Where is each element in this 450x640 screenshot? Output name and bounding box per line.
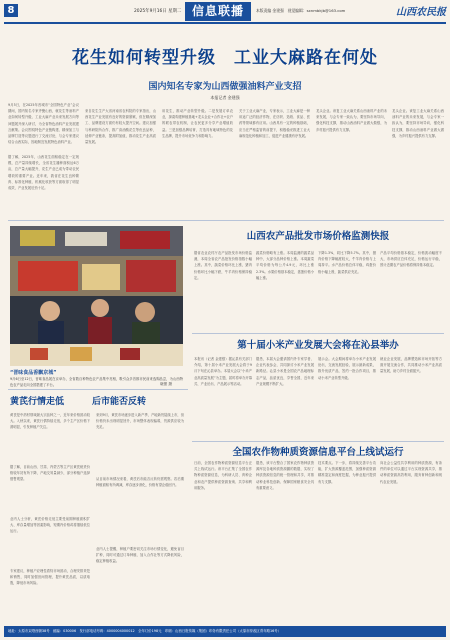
lead-column-3: 来自花生生产大省河南省农科院的专家指出，山西花生产业发展有良好的资源禀赋，但在精深加工、品牌建设方面仍有较大提升空间。建议加强与科研院所合作，推广高油酸花生等优良品种，延伸产业链条，提高附加值，推动花生产业高质量发展。 [85, 109, 156, 145]
millet-conference-title: 第十届小米产业发展大会将在沁县举办 [237, 340, 399, 351]
herb-article-body-4: 专家建议，种植户应理性看待市场波动，合理安排采挖和销售，同时加强田间管理，提升黄芪品质，以质取胜，降低市场风险。 [10, 569, 90, 586]
photo-caption-title: “晋味食品香飘京城” [10, 370, 57, 376]
header-rule [4, 22, 446, 24]
germplasm-platform-col-1: 日前，全国农作物种质资源信息平台正式上线试运行。该平台汇集了全国农作物种质资源信息，为科研人员、育种企业和农户提供种质资源查询、共享和利用服务。 [194, 461, 252, 490]
section-title: 信息联播 [191, 4, 244, 18]
herb-article-body-5: 来到9月，黄芪市场逐步进入新产季，产地新货陆续上市，但价格仍未出现明显回升，市场整体表现偏弱，货源供应较为充足。 [96, 413, 184, 430]
lead-byline: 本报记者 金建强 [210, 95, 240, 100]
lead-column-4: 用花生，推动产业转型升级。二是发展订单农业，探索构建种植基地+龙头企业+合作社+农户的联农带农机制，让农民更多分享产业增值收益。三是加强品牌培育，打造具有地域特色的花生品牌，提升市场竞争力和影响力。 [162, 109, 233, 138]
herb-article-body-6: 从目前市场情况来看，黄芪后市能否反转仍需观察。若后期种植面积有所调减，库存逐步消化，价格有望企稳回升。 [96, 477, 184, 488]
section-rule-1 [192, 333, 444, 334]
header-editors: 本版责编 金建强 视觉编辑：sxnmbkjb@163.com [256, 8, 346, 13]
lead-column-7: 龙头企业。该复工业大麻关系山西油料产业的未来发展，与会专家一致认为，要坚持市场导向，强化科技支撑，推动山西油料产业做大做强，为乡村振兴提供有力支撑。 [392, 109, 444, 138]
herb-article-body-3: 业内人士分析，黄芪价格走低主要受前期种植面积扩大、库存量增加等因素影响，短期内价格或将继续低位运行。 [10, 517, 90, 534]
lead-headline: 花生如何转型升级 工业大麻路在何处 [72, 48, 378, 68]
herb-article-title-1: 黄芪行情走低 [10, 397, 65, 407]
lead-column-6: 龙头企业。该复工业大麻关系山西油料产业的未来发展，与会专家一致认为，要坚持市场导向，强化科技支撑，推动山西油料产业做大做强，为乡村振兴提供有力支撑。 [316, 109, 387, 132]
germplasm-platform-title: 全国农作物种质资源信息平台上线试运行 [232, 447, 404, 458]
page-number: 8 [7, 5, 15, 16]
price-report-col-3: 下降1.3%，同比下降5.7%。其中，猪肉价格下降幅度较大，牛羊肉价格与上周持平。水产品价格总体平稳，鸡蛋价格小幅上涨，蔬菜供应充足。 [318, 251, 376, 274]
herb-article-body-7: 业内人士提醒，种植户要密切关注市场行情变化，避免盲目扩种，同时可通过订单种植、加入合作社等方式降低风险，稳定种植收益。 [96, 547, 184, 564]
millet-conference-col-2: 据悉，本届大会邀请国内外专家学者、企业代表参会，共同探讨小米产业发展新路径。沁县小米是全国农产品地理标志产品，品质优良，享誉全国，近年来产业规模不断扩大。 [256, 357, 314, 386]
herb-article-body-2: 据了解，目前山西、甘肃、内蒙古等主产区黄芪统货价格较年初有所下降，产地交易量减少，部分种植户选择惜售观望。 [10, 465, 90, 482]
section-rule-2 [192, 441, 444, 442]
photo-bottom-rule [8, 389, 188, 390]
lead-column-2: 据了解，2025年，山西花生面积稳定在一定规模，总产量持续增长，全省花生播种面积达6万亩，总产量大幅提升，花生产业已成为带动农民增收的重要产业。近年来，我省在花生良种繁育、标准化种植、机械化收获等方面取得了明显成效，产业发展后劲十足。 [8, 155, 79, 191]
market-photo-illustration [10, 226, 183, 366]
germplasm-platform-col-3: 技术要点。下一步，将持续完善平台功能，扩大资源覆盖范围，加强种质资源精准鉴定和深度挖掘，为种业振兴提供有力支撑。 [318, 461, 376, 484]
price-report-col-1: 据省农业农村厅农产品批发市场价格监测，本周全省农产品批发价格指数小幅上涨。其中，蔬菜价格环比上涨，猪肉价格环比小幅下跌，牛羊肉价格保持稳定。 [194, 251, 252, 280]
germplasm-platform-col-2: 据悉，该平台整合了国家农作物种质资源库及各地种质资源圃的数据，实现了种质资源信息的统一管理和共享，对推动种业科技创新、保障国家粮食安全具有重要意义。 [256, 461, 314, 490]
footer-text: 地址：太原市双塔西街38号 邮编：030006 发行部电话号码：4000004000012 全年订价198元 印刷：山西日报传媒（集团）印务有限责任公司（太原市综改区青年路16号） [8, 629, 282, 633]
price-report-col-4: 产品平均价格基本稳定，价格波动幅度不大，市场供应总体充足，价格运行平稳，预计近期农产品价格将保持基本稳定。 [380, 251, 442, 268]
lead-subtitle: 国内知名专家为山西做强油料产业支招 [148, 82, 302, 92]
germplasm-platform-col-4: 向社会公益性共享利用的种质资源，有条件的单位可以通过平台实现资源共享，推动种质资源高效利用，服务育种创新和现代农业发展。 [380, 461, 442, 484]
price-report-col-2: 蔬菜价格略有上涨。本周监测的蔬菜品种中，大部分品种价格上涨。本周蔬菜平均价格为每公斤4.9元，环比上涨2.3%。水果价格基本稳定，禽蛋价格小幅上涨。 [256, 251, 314, 280]
lead-column-1: 9月5日，在2025年晋城市“全国特色产业”会议期间，国内知名专家齐聚山西，就花生等油料产业如何转型升级、工业大麻产业未来发展方向等问题展开深入研讨，为全省特色油料产业发展建言献策。会议围绕特色产业链构建、精深加工与品牌打造等议题进行了交流讨论，与会专家建议结合山西实际，因地制宜发展特色油料产业。 [8, 103, 79, 145]
millet-conference-col-1: 本报讯（记者 金建强）据沁县有关部门介绍，第十届小米产业发展大会将于9月下旬在沁县举办。本届大会以“小米产业高质量发展”为主题，届时将举办开幕式、产业论坛、产品展示等活动。 [194, 357, 252, 386]
photo-caption-body: 9月6日至12日，晋味食品展在京举办，全省数百种特色农产品集中亮相，吸引众多首都市民前来选购品尝，为山西特色农产品走向全国搭建了平台。 [10, 377, 183, 388]
lead-column-5: 关于工业大麻产业，专家表示，工业大麻是一种用途广泛的经济作物，在纺织、造纸、食品、医药等领域都有应用。山西具有一定的种植基础，应当在严格监管的前提下，积极稳妥推进工业大麻规范化种植和加工，促进产业健康有序发展。 [239, 109, 310, 138]
herb-article-body-1: 黄芪是中药材领域最大宗品种之一，近年来价格波动较大。入秋以来，黄芪行情持续走低，多个主产区价格下滑明显，引发种植户关注。 [10, 413, 90, 430]
header-date: 2025年9月16日 星期二 [134, 9, 182, 14]
price-report-title: 山西农产品批发市场价格监测快报 [246, 231, 390, 242]
lead-bottom-rule [8, 220, 444, 221]
market-photo [10, 226, 183, 366]
herb-article-title-2: 后市能否反转 [92, 397, 147, 407]
millet-conference-col-4: 就业企业发展，品牌塑造和市场开拓等方面开展交流合作，共同推动小米产业高质量发展，助力乡村全面振兴。 [380, 357, 442, 374]
photo-credit: 晓蕾 摄 [160, 382, 172, 386]
millet-conference-col-3: 展示会。大会期间将举办小米产业发展论坛，交流发展经验，展示最新成果，推介优质产品，签约一批合作项目，推动小米产业转型升级。 [318, 357, 376, 380]
masthead-logo: 山西农民报 [396, 7, 446, 18]
